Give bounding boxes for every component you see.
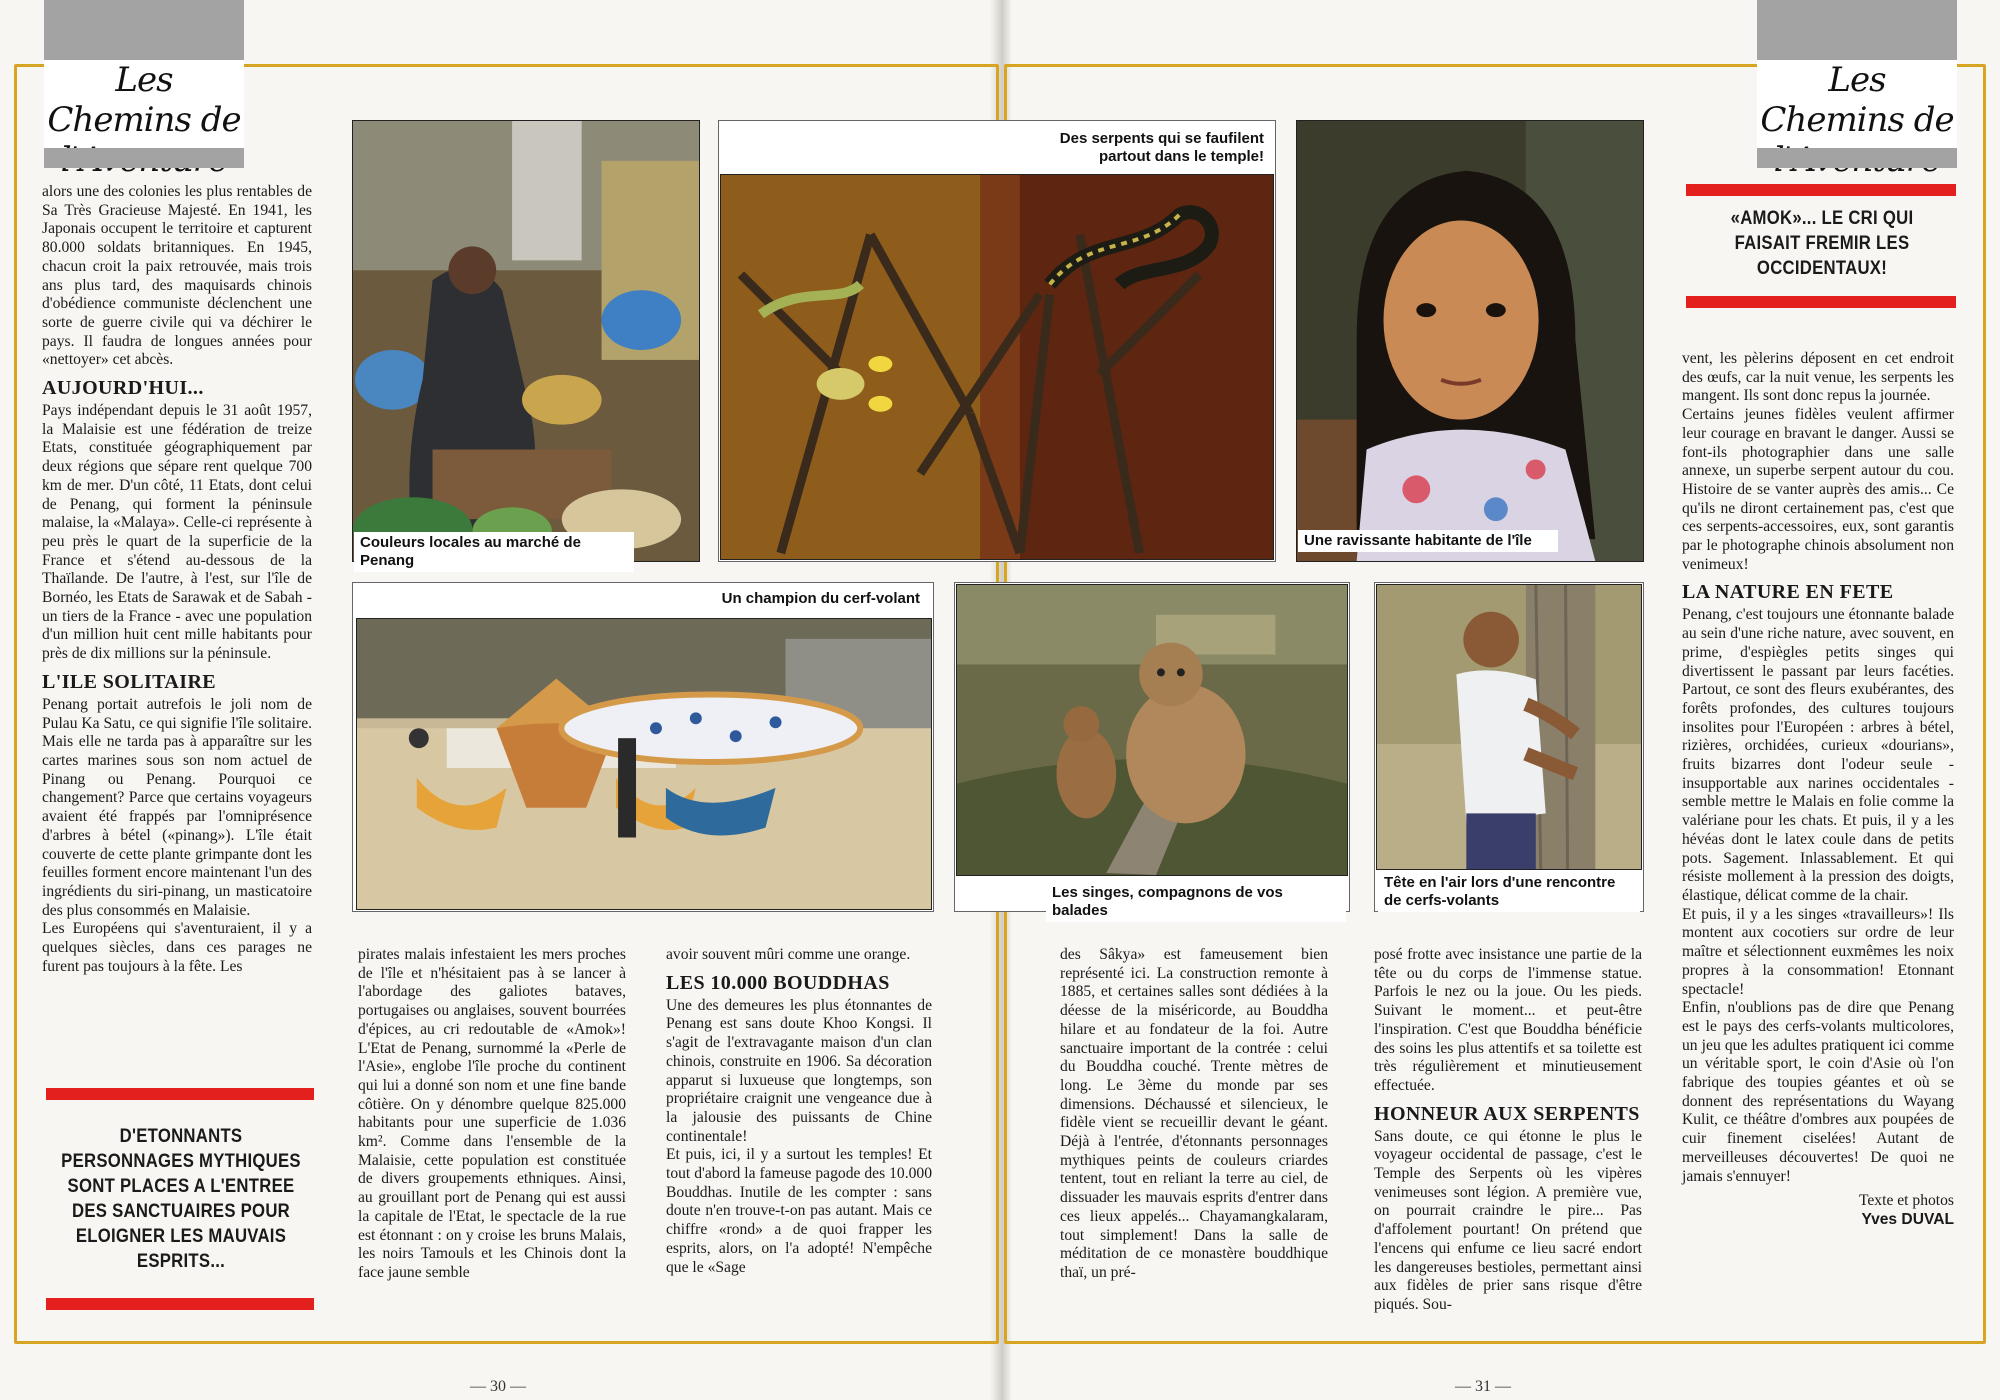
- article-column: [666, 946, 932, 1277]
- photo-caption: Des serpents qui se faufilent partout dans le temple!: [1048, 128, 1270, 168]
- paragraph: pirates malais infestaient les mers proches de l'île et n'hésitaient pas à se lancer à l'abordage des galiotes bataves, portugaises ou anglaises, souvent bourrées d'épices, au cri redoutable de «Amok»! L'Etat de Penang, surnommé la «Perle de l'Asie», englobe l'île proche du continent qui lui a donné son nom et une fine bande côtière. On y dénombre quelque 825.000 habitants pour une superficie de 1.036 km². Comme dans l'ensemble de la Malaisie, cette population est constituée de divers groupements ethniques. Ainsi, au grouillant port de Penang qui est aussi la capitale de l'Etat, le spectacle de la rue est étonnant : on y croise les bruns Malais, les noirs Tamouls et les Chinois dont la face jaune semble: [358, 946, 626, 1281]
- article-column: [1682, 350, 1954, 1230]
- author-name: Yves DUVAL: [1861, 1210, 1954, 1228]
- section-heading: L'ILE SOLITAIRE: [42, 670, 217, 693]
- article-column: [1374, 946, 1642, 1315]
- photo-caption: Un champion du cerf-volant: [706, 588, 926, 610]
- series-logo: Les Chemins de: [44, 60, 244, 148]
- paragraph: Enfin, n'oublions pas de dire que Penang est le pays des cerfs-volants multicolores, un jeu que les adultes pratiquent ici comme un véritable sport, le coin d'Asie où l'on fabrique des toupies géantes et où se donnent des représentations du Wayang Kulit, ce théâtre d'ombres aux poupées de cuir finement ciselées! Autant de merveilleuses découvertes! De quoi ne jamais s'ennuyer!: [1682, 999, 1954, 1185]
- credit-label: Texte et photos: [1858, 1192, 1954, 1210]
- paragraph: avoir souvent mûri comme une orange.: [666, 946, 911, 963]
- section-heading: LES 10.000 BOUDDHAS: [666, 971, 890, 994]
- article-column: [358, 946, 626, 1283]
- section-heading: AUJOURD'HUI...: [42, 377, 204, 400]
- photo-caption: Une ravissante habitante de l'île: [1298, 530, 1558, 552]
- grey-tab: [44, 148, 244, 168]
- photo-market: [352, 120, 700, 562]
- photo-caption: Couleurs locales au marché de Penang: [354, 532, 634, 572]
- grey-tab: [1757, 148, 1957, 168]
- page-number: — 31 —: [1455, 1378, 1511, 1395]
- grey-tab: [1757, 0, 1957, 60]
- paragraph: Penang portait autrefois le joli nom de Pulau Ka Satu, ce qui signifie l'île solitaire. Mais elle ne tarda pas à apparaître sur les cartes marines sous son nom actuel de Pinang ou Penang. Pourquoi ce changement? Parce que certains voyageurs avaient été frappés par l'omniprésence d'arbres à bétel («pinang»). L'île était couverte de cette plante grimpante dont les feuilles forment encore maintenant l'un des ingrédients du siri-pinang, un masticatoire des plus consommés en Malaisie.: [42, 695, 313, 919]
- photo-caption: Tête en l'air lors d'une rencontre de cerfs-volants: [1378, 872, 1640, 912]
- photo-snakes: [720, 174, 1274, 560]
- section-heading: LA NATURE EN FETE: [1682, 581, 1894, 604]
- article-column: [42, 183, 312, 976]
- grey-tab: [44, 0, 244, 60]
- photo-caption: Les singes, compagnons de vos balades: [1046, 882, 1346, 922]
- red-rule: [46, 1088, 314, 1100]
- paragraph: vent, les pèlerins déposent en cet endroit des œufs, car la nuit venue, les serpents les mangent. Ils sont donc repus la journée.: [1682, 350, 1954, 405]
- paragraph: Pays indépendant depuis le 31 août 1957, la Malaisie est une fédération de treize Etats, constituée géographiquement par deux régions que sépare rent quelque 700 km de mer. D'un côté, 11 Etats, dont celui de Penang, qui forment la péninsule malaise, la «Malaya». Celle-ci représente à peu près le quart de la superficie de la France et s'étend au-dessous de la Thaïlande. De l'autre, à l'est, sur l'île de Bornéo, les Etats de Sarawak et de Sabah - un tiers de la France - avec une population d'un million huit cent mille habitants pour près de dix millions sur la péninsule.: [42, 402, 312, 663]
- paragraph: Et puis, il y a les singes «travailleurs»! Ils montent aux cocotiers sur ordre de leur maître et sélectionnent euxmêmes les noix propres à la consommation! Etonnant spectacle!: [1682, 905, 1954, 998]
- series-logo: Les Chemins de: [1757, 60, 1957, 148]
- photo-monkeys: [956, 584, 1348, 876]
- paragraph: Certains jeunes fidèles veulent affirmer leur courage en bravant le danger. Aussi se font-ils photographier dans une salle annexe, un superbe serpent autour du cou. Histoire de se vanter auprès des amis... Ce qu'ils ne diront certainement pas, c'est que ces serpents-accessoires, eux, sont garantis par le photographe chinois absolument non venimeux!: [1682, 406, 1954, 573]
- article-column: [1060, 946, 1328, 1283]
- paragraph: Sans doute, ce qui étonne le plus le voyageur occidental de passage, c'est le Temple des Serpents où les vipères venimeuses sont légion. A première vue, on pourrait craindre le pire... Pas d'affolement pourtant! On prétend que l'encens qui enfume ce lieu sacré endort les dangereuses bestioles, permettant ainsi aux fidèles de prier sans risque d'être piqués. Sou-: [1374, 1127, 1642, 1313]
- red-rule: [1686, 296, 1956, 308]
- photo-credit: [1682, 1192, 1954, 1229]
- paragraph: Les Européens qui s'aventuraient, il y a quelques siècles, dans ces parages ne furent pas toujours à la fête. Les: [42, 920, 312, 975]
- red-rule: [1686, 184, 1956, 196]
- paragraph: Et puis, ici, il y a surtout les temples! Et tout d'abord la fameuse pagode des 10.000 Bouddhas. Inutile de les compter : sans doute n'en trouve-t-on pas autant. Mais ce chiffre «rond» a de quoi frapper les esprits, alors, on l'a adopté! N'empêche que le «Sage: [666, 1146, 932, 1276]
- paragraph: posé frotte avec insistance une partie de la tête ou du corps de l'immense statue. Parfois le nez ou la joue. Ou les pieds. Suivant le moment... et peut-être l'inspiration. C'est que Bouddha bénéficie des soins les plus attentifs et sa toilette est très régulièrement et minutieusement effectuée.: [1374, 946, 1642, 1094]
- pull-quote: «AMOK»... LE CRI QUI FAISAIT FREMIR LES OCCIDENTAUX!: [1730, 208, 1914, 279]
- photo-boy: [1376, 584, 1642, 870]
- paragraph: Une des demeures les plus étonnantes de Penang est sans doute Khoo Kongsi. Il s'agit de l'extravagante maison d'un clan chinois, construite en 1906. Sa décoration apparut si luxueuse que longtemps, son propriétaire craignit une vengeance due à la jalousie des puissants de Chine continentale!: [666, 996, 932, 1145]
- paragraph: Penang, c'est toujours une étonnante balade au sein d'une riche nature, avec souvent, en prime, d'espiègles petits singes qui divertissent le passant par leurs facéties. Partout, ce sont des fleurs exubérantes, des forêts profondes, des cultures toujours insolites pour l'Européen : arbres à bétel, rizières, orchidées, curieux «dourians», fruits bizarres dont l'odeur seule - insupportable aux narines occidentales - semble mettre le Malais en folie comme la valériane pour les chats. Et puis, il y a les hévéas dont le latex coule dans de petits pots. Sagement. Inlassablement. Et qui résiste mollement à la pression des doigts, élastique, délicat comme de la chair.: [1682, 606, 1954, 904]
- photo-girl: [1296, 120, 1644, 562]
- red-rule: [46, 1298, 314, 1310]
- section-heading: HONNEUR AUX SERPENTS: [1374, 1102, 1640, 1125]
- photo-kites: [356, 618, 932, 910]
- paragraph: des Sâkya» est fameusement bien représenté ici. La construction remonte à 1885, et certaines salles sont dédiées à la déesse de la miséricorde, au Bouddha hilare et au fondateur de la foi. Autre sanctuaire important de la contrée : celui du Bouddha couché. Trente mètres de long. Le 3ème du monde par ses dimensions. Déchaussé et silencieux, le fidèle vient se recueillir devant le géant. Déjà à l'entrée, d'étonnants personnages mythiques peints de couleurs criardes tentent, tout en reliant la terre au ciel, de dissuader les mauvais esprits d'entrer dans ces lieux appelés... Chayamangkalaram, tout simplement! Dans la salle de méditation de ce monastère bouddhique thaï, un pré-: [1060, 946, 1328, 1281]
- paragraph: alors une des colonies les plus rentables de Sa Très Gracieuse Majesté. En 1941, les Japonais occupent le territoire et capturent 80.000 soldats britanniques. En 1945, chacun croit la paix retrouvée, mais trois ans plus tard, des maquisards chinois d'obédience communiste déclenchent une sorte de guerre civile qui va déchirer le pays. Il faudra de longues années pour «nettoyer» cet abcès.: [42, 183, 312, 369]
- pull-quote: D'ETONNANTS PERSONNAGES MYTHIQUES SONT PLACES A L'ENTREE DES SANCTUAIRES POUR ELOIGNER LES MAUVAIS ESPRITS...: [61, 1126, 301, 1272]
- page-number: — 30 —: [470, 1378, 526, 1395]
